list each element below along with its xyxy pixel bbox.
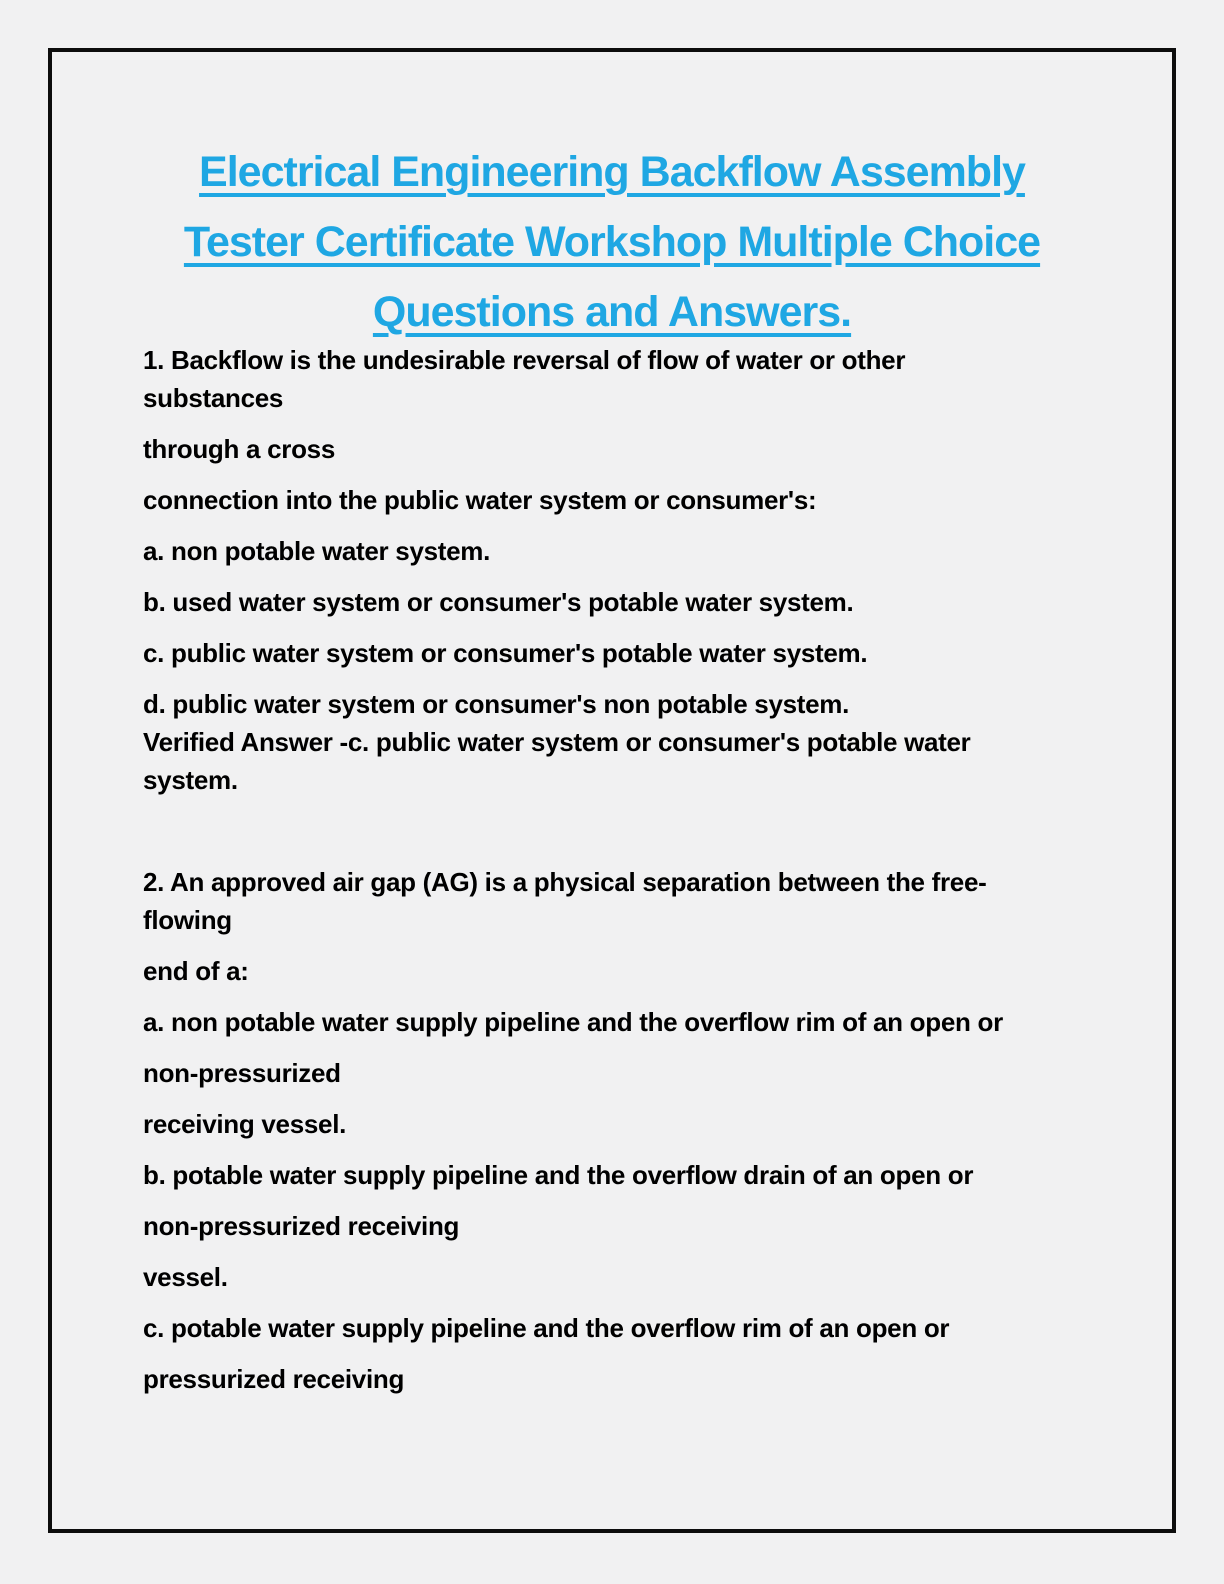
q2-option-c: c. potable water supply pipeline and the overflow rim of an open or <box>143 1313 950 1343</box>
q2-question-cont-1: end of a: <box>143 956 249 986</box>
q2-option-a: a. non potable water supply pipeline and the overflow rim of an open or <box>143 1007 1003 1037</box>
title-line-2-text: Tester Certificate Workshop Multiple Choice <box>183 218 1041 266</box>
q2-option-a-cont-1: non-pressurized <box>143 1058 341 1088</box>
q1-option-b: b. used water system or consumer's potable water system. <box>143 587 854 617</box>
q2-option-b: b. potable water supply pipeline and the overflow drain of an open or <box>143 1160 974 1190</box>
document-title <box>52 142 1172 352</box>
q2-question: 2. An approved air gap (AG) is a physical separation between the free- flowing <box>143 867 987 935</box>
q2-option-c-cont-1: pressurized receiving <box>143 1364 405 1394</box>
q2-option-b-cont-1: non-pressurized receiving <box>143 1211 460 1241</box>
spacer <box>143 812 1158 850</box>
q1-option-a: a. non potable water system. <box>143 536 491 566</box>
q1-question-cont-1: through a cross <box>143 434 335 464</box>
title-line-1 <box>52 142 1172 212</box>
q2-option-b-cont-2: vessel. <box>143 1262 228 1292</box>
title-line-3-text: Questions and Answers. <box>372 288 852 336</box>
document-page <box>48 48 1176 1533</box>
q1-option-d-and-verified-answer: d. public water system or consumer's non potable system. Verified Answer -c. public water system or consumer's potable water system. <box>143 689 971 795</box>
document-body <box>143 341 1158 1411</box>
title-line-1-text: Electrical Engineering Backflow Assembly <box>199 148 1025 196</box>
q2-option-a-cont-2: receiving vessel. <box>143 1109 347 1139</box>
q1-question: 1. Backflow is the undesirable reversal of flow of water or other substances <box>143 345 906 413</box>
q1-question-cont-2: connection into the public water system or consumer's: <box>143 485 817 515</box>
q1-option-c: c. public water system or consumer's potable water system. <box>143 638 868 668</box>
title-line-2 <box>52 212 1172 282</box>
